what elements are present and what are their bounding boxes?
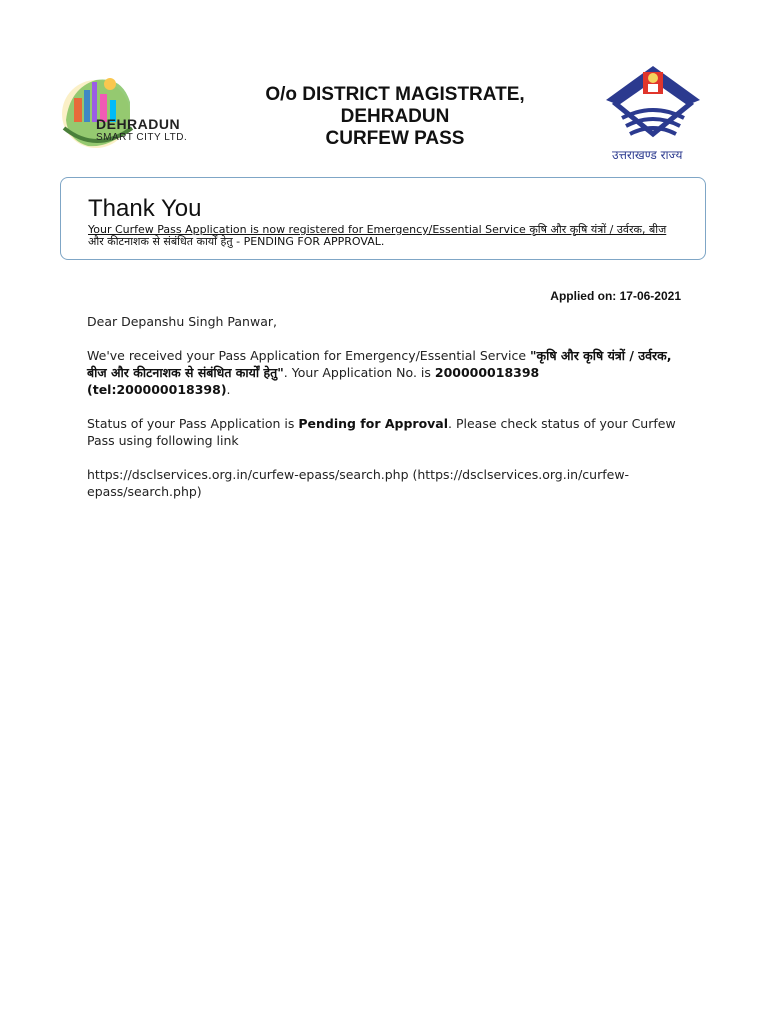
status-paragraph (87, 415, 687, 449)
title-line-3: CURFEW PASS (325, 128, 465, 149)
uttarakhand-logo (598, 60, 708, 168)
p2-prefix: Status of your Pass Application is (87, 416, 299, 431)
uttarakhand-emblem-icon (598, 60, 708, 152)
dehradun-logo-text (96, 118, 187, 144)
thank-you-title: Thank You (88, 195, 202, 222)
thank-you-message-line1: Your Curfew Pass Application is now registered for Emergency/Essential Service कृषि और कृषि यंत्रों / उर्वरक, बीज (88, 223, 667, 236)
thank-you-message (88, 224, 688, 248)
status-text: Pending for Approval (298, 416, 449, 431)
thank-you-box (60, 177, 706, 260)
uttarakhand-caption: उत्तराखण्ड राज्य (612, 148, 683, 162)
page-header (0, 0, 768, 175)
page-title (230, 84, 560, 150)
left-logo-text-line2: SMART CITY LTD. (96, 132, 188, 143)
title-line-1: O/o DISTRICT MAGISTRATE, (265, 84, 525, 105)
application-paragraph (87, 347, 687, 398)
status-check-link[interactable]: https://dsclservices.org.in/curfew-epass/search.php (https://dsclservices.org.in/curfew-epass/search.php) (87, 467, 630, 499)
greeting: Dear Depanshu Singh Panwar, (87, 314, 277, 329)
p1-end: . (226, 382, 231, 397)
p1-prefix: We've received your Pass Application for Emergency/Essential Service (87, 348, 530, 363)
left-logo-text-line1: DEHRADUN (96, 116, 181, 132)
p2-suffix: . Please check status of your Curfew Pass using following link (87, 416, 676, 448)
dehradun-smart-city-logo (60, 68, 200, 160)
application-number: 200000018398 (tel:200000018398) (87, 365, 540, 397)
applied-on-date: Applied on: 17-06-2021 (550, 289, 681, 303)
letter-body (87, 313, 687, 517)
service-name: "कृषि और कृषि यंत्रों / उर्वरक, बीज और कीटनाशक से संबंधित कार्यों हेतु" (87, 348, 672, 380)
thank-you-message-line2: और कीटनाशक से संबंधित कार्यों हेतु - PENDING FOR APPROVAL. (88, 235, 385, 248)
dehradun-smart-city-logo-graphic (60, 68, 200, 160)
p1-mid: . Your Application No. is (283, 365, 435, 380)
title-line-2: DEHRADUN (340, 106, 450, 127)
